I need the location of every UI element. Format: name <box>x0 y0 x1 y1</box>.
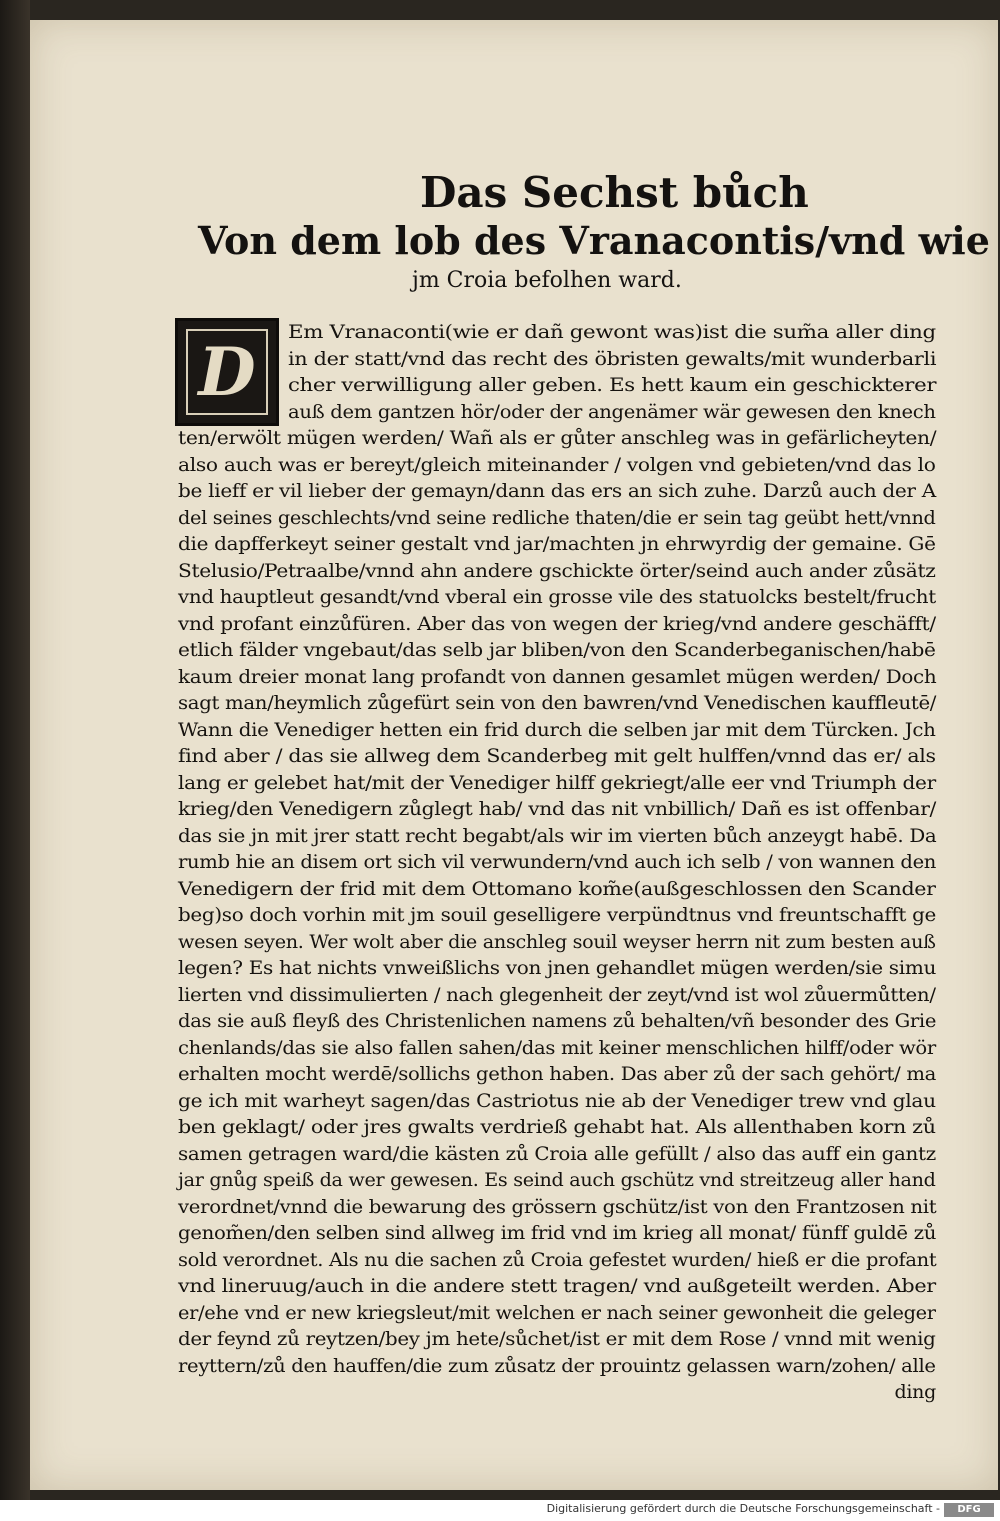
text-line: lierten vnd dissimulierten / nach glegenheit der zeyt/vnd ist wol zůuermůtten/ <box>178 983 936 1006</box>
text-line: chenlands/das sie also fallen sahen/das mit keiner menschlichen hilff/oder wör <box>178 1036 936 1059</box>
text-line: Em Vranaconti(wie er dañ gewont was)ist die sum̃a aller ding <box>288 321 936 343</box>
chapter-heading-line-1: Das Sechst bůch <box>420 168 809 217</box>
dfg-logo: DFG <box>944 1503 994 1517</box>
text-line: Venedigern der frid mit dem Ottomano kom̃e(außgeschlossen den Scander <box>178 877 936 900</box>
text-line: Wann die Venediger hetten ein frid durch die selben jar mit dem Türcken. Jch <box>178 718 936 741</box>
initial-letter: D <box>198 333 256 411</box>
text-line: cher verwilligung aller geben. Es hett kaum ein geschickterer <box>288 374 937 396</box>
text-line: verordnet/vnnd die bewarung des grössern gschütz/ist von den Frantzosen nit <box>178 1195 937 1218</box>
text-line: del seines geschlechts/vnd seine redliche thaten/die er sein tag geübt hett/vnnd <box>178 506 936 529</box>
text-line: rumb hie an disem ort sich vil verwundern/vnd auch ich selb / von wannen den <box>178 851 937 873</box>
text-line: krieg/den Venedigern zůglegt hab/ vnd das nit vnbillich/ Dañ es ist offenbar/ <box>178 798 937 820</box>
text-line: vnd profant einzůfüren. Aber das von wegen der krieg/vnd andere geschäfft/ <box>178 612 936 635</box>
text-line: ten/erwölt mügen werden/ Wañ als er gůter anschleg was in gefärlicheyten/ <box>178 427 937 449</box>
page-edge <box>0 0 30 1500</box>
text-line: ge ich mit warheyt sagen/das Castriotus nie ab der Venediger trew vnd glau <box>178 1089 936 1112</box>
text-line: lang er gelebet hat/mit der Venediger hilff gekriegt/alle eer vnd Triumph der <box>178 771 936 794</box>
text-line: reyttern/zů den hauffen/die zum zůsatz der prouintz gelassen warn/zohen/ alle <box>178 1354 936 1377</box>
text-line: sagt man/heymlich zůgefürt sein von den bawren/vnd Venedischen kauffleutē/ <box>178 692 937 714</box>
text-line: in der statt/vnd das recht des öbristen gewalts/mit wunderbarli <box>288 347 937 370</box>
text-line: auß dem gantzen hör/oder der angenämer wär gewesen den knech <box>288 400 936 423</box>
text-line: ding <box>894 1381 936 1403</box>
text-line: find aber / das sie allweg dem Scanderbeg mit gelt hulffen/vnnd das er/ als <box>178 745 936 767</box>
digitization-credit: Digitalisierung gefördert durch die Deutsche Forschungsgemeinschaft - <box>546 1502 940 1515</box>
text-line: vnd hauptleut gesandt/vnd vberal ein grosse vile des statuolcks bestelt/frucht <box>178 586 936 608</box>
text-line: legen? Es hat nichts vnweißlichs von jnen gehandlet mügen werden/sie simu <box>178 957 937 979</box>
text-line: kaum dreier monat lang profandt von dannen gesamlet mügen werden/ Doch <box>178 665 937 688</box>
text-line: genom̃en/den selben sind allweg im frid vnd im krieg all monat/ fünff guldē zů <box>178 1222 937 1244</box>
text-line: die dapfferkeyt seiner gestalt vnd jar/machten jn ehrwyrdig der gemaine. Gē <box>178 533 936 555</box>
text-line: das sie jn mit jrer statt recht begabt/als wir im vierten bůch anzeygt habē. Da <box>178 824 937 847</box>
text-line: erhalten mocht werdē/sollichs gethon haben. Das aber zů der sach gehört/ ma <box>178 1063 937 1085</box>
text-line: das sie auß fleyß des Christenlichen namens zů behalten/vñ besonder des Grie <box>178 1010 937 1032</box>
chapter-heading-line-2: Von dem lob des Vranacontis/vnd wie <box>198 218 990 263</box>
text-line: er/ehe vnd er new kriegsleut/mit welchen er nach seiner gewonheit die geleger <box>178 1301 936 1324</box>
decorated-initial <box>175 318 279 426</box>
text-line: vnd lineruug/auch in die andere stett tragen/ vnd außgeteilt werden. Aber <box>178 1275 936 1297</box>
chapter-heading-line-3: jm Croia befolhen ward. <box>412 268 682 293</box>
text-line: wesen seyen. Wer wolt aber die anschleg souil weyser herrn nit zum besten auß <box>178 930 936 953</box>
text-line: also auch was er bereyt/gleich miteinander / volgen vnd gebieten/vnd das lo <box>178 453 936 476</box>
text-line: ben geklagt/ oder jres gwalts verdrieß gehabt hat. Als allenthaben korn zů <box>178 1116 936 1138</box>
text-line: jar gnůg speiß da wer gewesen. Es seind auch gschütz vnd streitzeug aller hand <box>178 1169 936 1191</box>
text-line: Stelusio/Petraalbe/vnnd ahn andere gschickte örter/seind auch ander zůsätz <box>178 559 936 582</box>
text-line: samen getragen ward/die kästen zů Croia alle gefüllt / also das auff ein gantz <box>178 1142 936 1165</box>
text-line: der feynd zů reytzen/bey jm hete/sůchet/ist er mit dem Rose / vnnd mit wenig <box>178 1328 936 1350</box>
text-line: be lieff er vil lieber der gemayn/dann das ers an sich zuhe. Darzů auch der A <box>178 480 936 502</box>
text-line: sold verordnet. Als nu die sachen zů Croia gefestet wurden/ hieß er die profant <box>178 1248 937 1271</box>
text-line: etlich fälder vngebaut/das selb jar bliben/von den Scanderbeganischen/habē <box>178 639 936 661</box>
text-line: beg)so doch vorhin mit jm souil geselligere verpündtnus vnd freuntschafft ge <box>178 904 937 926</box>
